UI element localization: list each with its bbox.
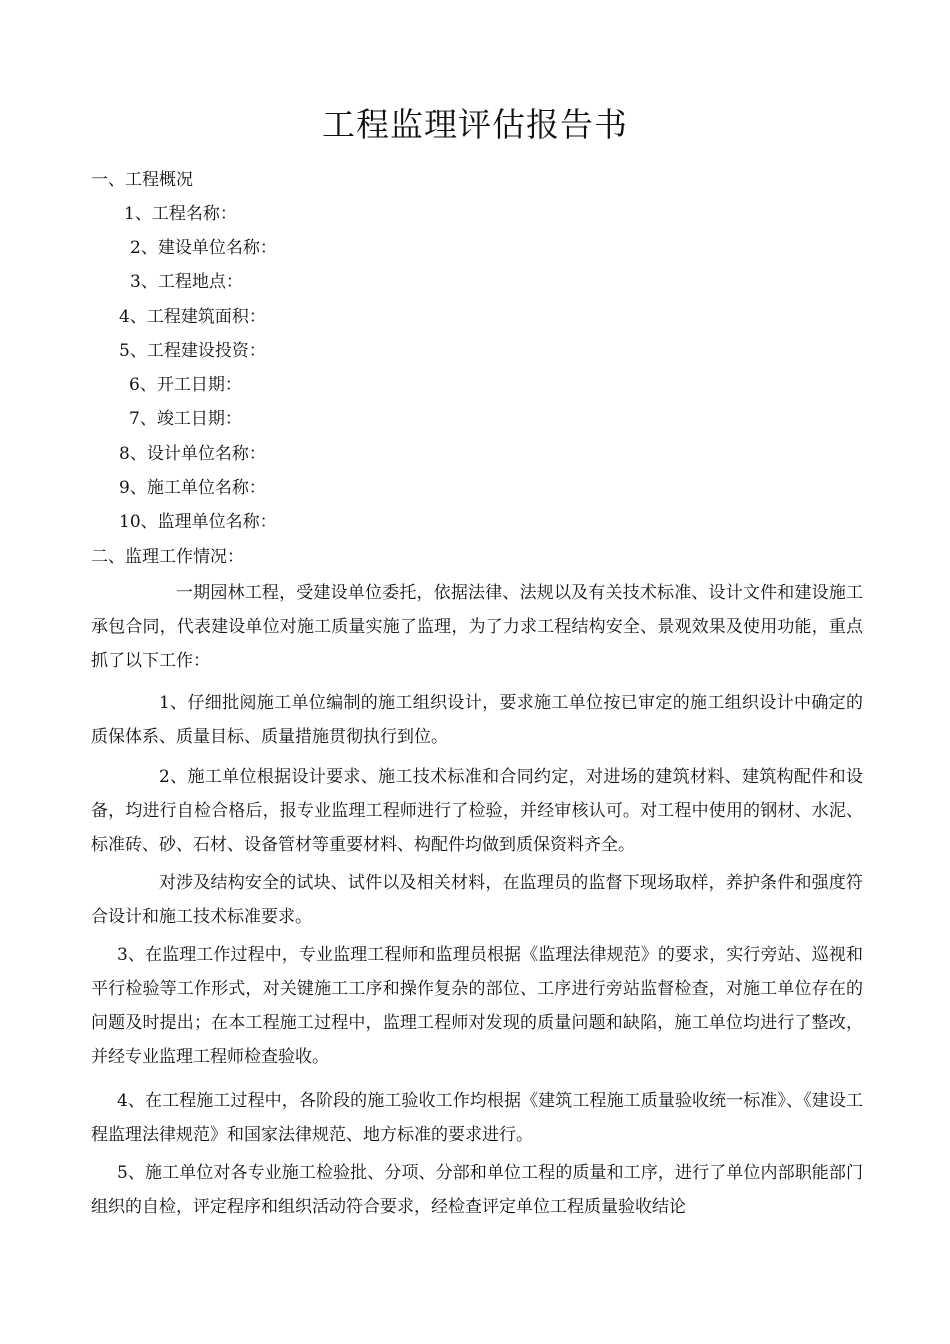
- document-title: 工程监理评估报告书: [322, 105, 628, 144]
- field-client-name: 2、建设单位名称：: [130, 238, 277, 258]
- paragraph-intro: 一期园林工程，受建设单位委托，依据法律、法规以及有关技术标准、设计文件和建设施工承包合同，代表建设单位对施工质量实施了监理，为了力求工程结构安全、景观效果及使用功能，重点抓了以下工作：: [91, 583, 863, 671]
- field-start-date: 6、开工日期：: [129, 375, 242, 395]
- paragraph-item-2-sampling: 对涉及结构安全的试块、试件以及相关材料，在监理员的监督下现场取样，养护条件和强度符合设计和施工技术标准要求。: [91, 873, 863, 927]
- field-design-unit: 8、设计单位名称：: [119, 444, 266, 464]
- field-project-name: 1、工程名称：: [124, 204, 237, 224]
- paragraph-item-3: 3、在监理工作过程中，专业监理工程师和监理员根据《监理法律规范》的要求，实行旁站、巡视和平行检验等工作形式，对关键施工工序和操作复杂的部位、工序进行旁站监督检查，对施工单位存在的问题及时提出；在本工程施工过程中，监理工程师对发现的质量问题和缺陷，施工单位均进行了整改，并经专业监理工程师检查验收。: [91, 945, 863, 1067]
- paragraph-item-4: 4、在工程施工过程中，各阶段的施工验收工作均根据《建筑工程施工质量验收统一标准》、《建设工程监理法律规范》和国家法律规范、地方标准的要求进行。: [91, 1091, 863, 1145]
- field-project-location: 3、工程地点：: [130, 272, 243, 292]
- section-heading-supervision: 二、监理工作情况：: [91, 547, 244, 567]
- field-completion-date: 7、竣工日期：: [129, 409, 242, 429]
- paragraph-item-2: 2、施工单位根据设计要求、施工技术标准和合同约定，对进场的建筑材料、建筑构配件和设备，均进行自检合格后，报专业监理工程师进行了检验，并经审核认可。对工程中使用的钢材、水泥、标准砖、砂、石材、设备管材等重要材料、构配件均做到质保资料齐全。: [91, 767, 863, 855]
- field-construction-unit: 9、施工单位名称：: [119, 478, 266, 498]
- field-supervision-unit: 10、监理单位名称：: [119, 512, 277, 532]
- paragraph-item-1: 1、仔细批阅施工单位编制的施工组织设计，要求施工单位按已审定的施工组织设计中确定的质保体系、质量目标、质量措施贯彻执行到位。: [91, 693, 863, 747]
- field-investment: 5、工程建设投资：: [119, 341, 266, 361]
- field-building-area: 4、工程建筑面积：: [119, 307, 266, 327]
- section-heading-overview: 一、工程概况: [91, 170, 193, 190]
- paragraph-item-5: 5、施工单位对各专业施工检验批、分项、分部和单位工程的质量和工序，进行了单位内部职能部门组织的自检，评定程序和组织活动符合要求，经检查评定单位工程质量验收结论: [91, 1163, 863, 1217]
